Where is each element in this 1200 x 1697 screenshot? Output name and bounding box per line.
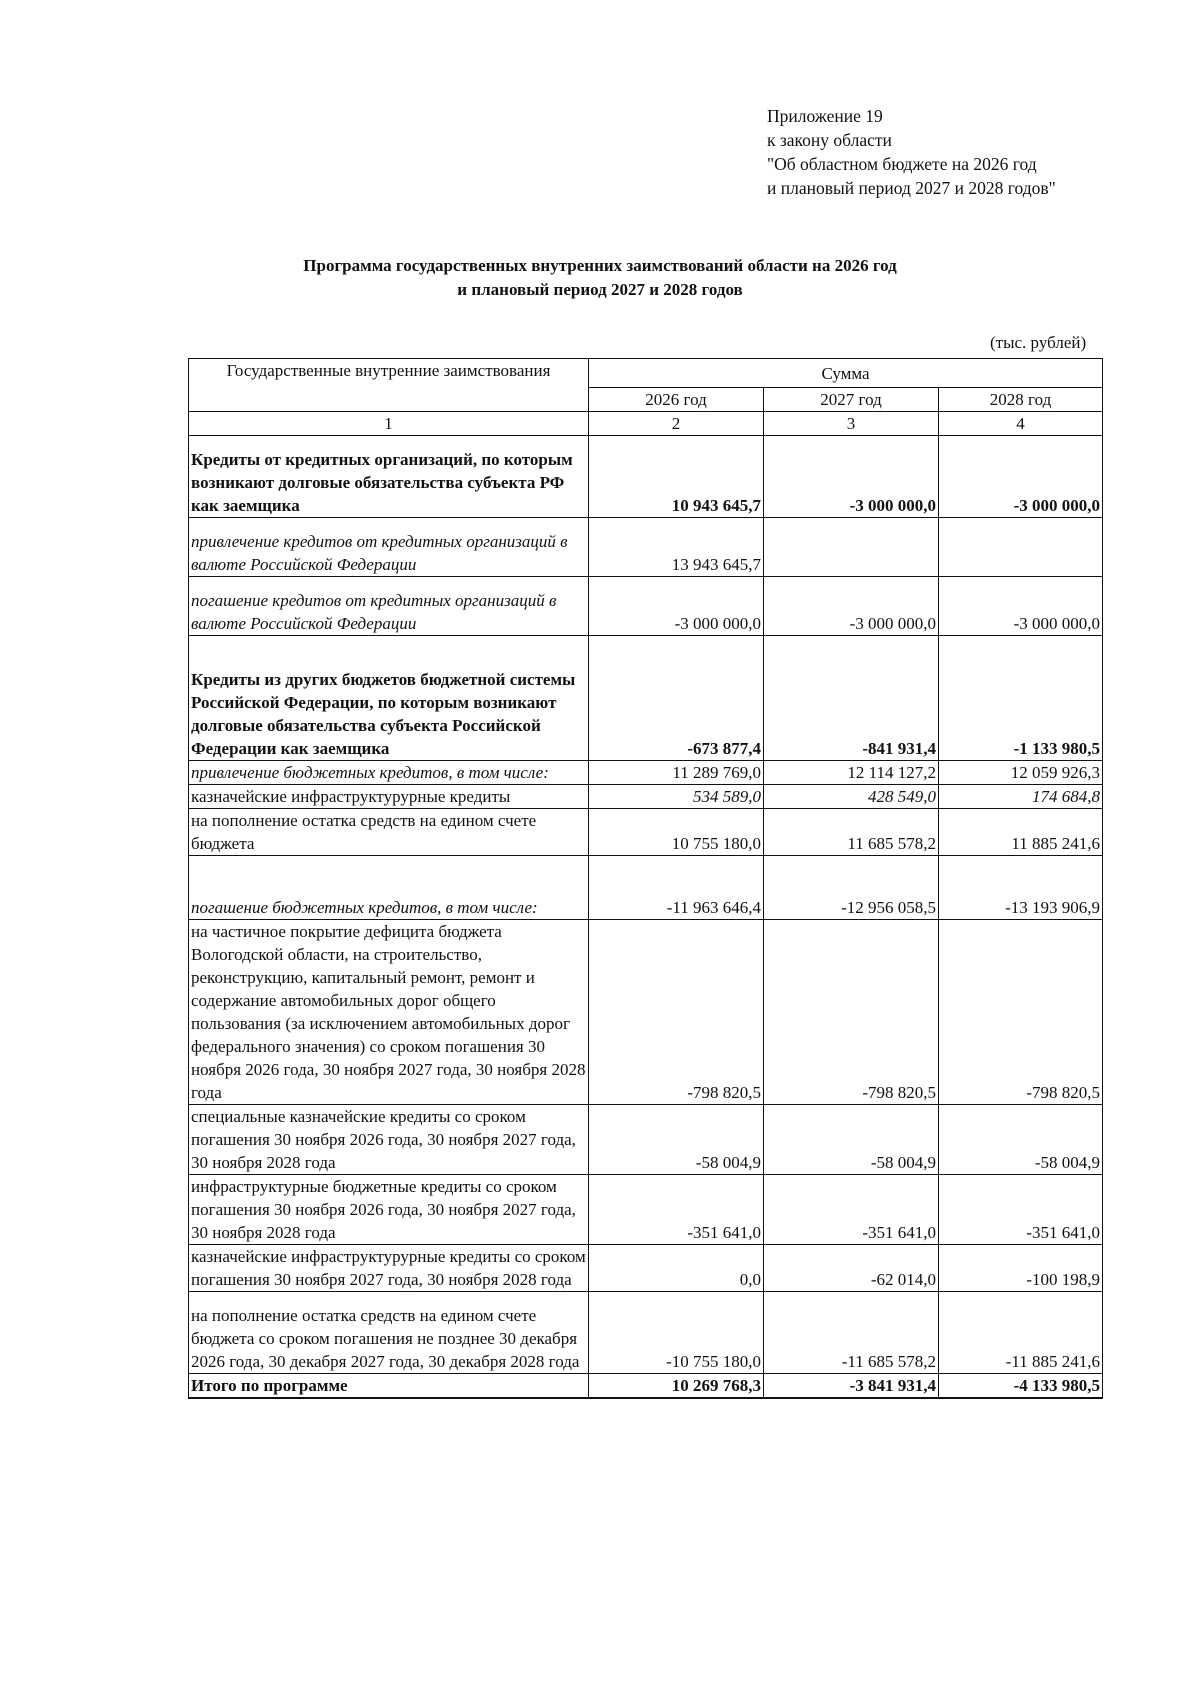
row-label: на пополнение остатка средств на едином счете бюджета [189,809,589,856]
value-2028: -11 885 241,6 [939,1292,1103,1374]
value-2027: -62 014,0 [764,1245,939,1292]
appendix-line-2: к закону области [767,130,892,150]
value-2026: 10 755 180,0 [589,809,764,856]
row-label: казначейские инфраструктурурные кредиты [189,785,589,809]
borrowing-table [188,358,1103,1399]
row-label: на частичное покрытие дефицита бюджета Вологодской области, на строительство, реконструкцию, капитальный ремонт, ремонт и содержание автомобильных дорог общего пользования (за исключением автомобильных дорог федерального значения) со сроком погашения 30 ноября 2026 года, 30 ноября 2027 года, 30 ноября 2028 года [189,920,589,1105]
col-number-3: 3 [764,412,939,436]
value-2027: 11 685 578,2 [764,809,939,856]
value-2026: 11 289 769,0 [589,761,764,785]
row-label: специальные казначейские кредиты со сроком погашения 30 ноября 2026 года, 30 ноября 2027 года, 30 ноября 2028 года [189,1105,589,1175]
row-label: инфраструктурные бюджетные кредиты со сроком погашения 30 ноября 2026 года, 30 ноября 2027 года, 30 ноября 2028 года [189,1175,589,1245]
total-2026: 10 269 768,3 [589,1374,764,1399]
value-2028: -100 198,9 [939,1245,1103,1292]
value-2027: -3 000 000,0 [764,577,939,636]
year-2026: 2026 год [589,388,764,412]
value-2027 [764,518,939,577]
row-label: привлечение кредитов от кредитных организаций в валюте Российской Федерации [189,518,589,577]
value-2027: -798 820,5 [764,920,939,1105]
table-row [189,1175,1103,1245]
value-2028: -798 820,5 [939,920,1103,1105]
value-2028: -3 000 000,0 [939,436,1103,518]
appendix-note [767,104,1056,200]
value-2028: 174 684,8 [939,785,1103,809]
value-2026: -798 820,5 [589,920,764,1105]
appendix-line-4: и плановый период 2027 и 2028 годов" [767,178,1056,198]
table-row [189,761,1103,785]
total-row [189,1374,1103,1399]
value-2028: -13 193 906,9 [939,856,1103,920]
header-sum: Сумма [589,359,1103,388]
value-2026: 534 589,0 [589,785,764,809]
year-2027: 2027 год [764,388,939,412]
table-row [189,856,1103,920]
value-2028: -58 004,9 [939,1105,1103,1175]
row-label: на пополнение остатка средств на едином счете бюджета со сроком погашения не позднее 30 декабря 2026 года, 30 декабря 2027 года, 30 декабря 2028 года [189,1292,589,1374]
value-2028: 11 885 241,6 [939,809,1103,856]
header-label: Государственные внутренние заимствования [189,359,589,412]
table-row [189,436,1103,518]
value-2027: 12 114 127,2 [764,761,939,785]
document-title [180,254,1020,302]
row-label: казначейские инфраструктурурные кредиты со сроком погашения 30 ноября 2027 года, 30 ноября 2028 года [189,1245,589,1292]
table-row [189,518,1103,577]
value-2027: -58 004,9 [764,1105,939,1175]
year-2028: 2028 год [939,388,1103,412]
value-2028: 12 059 926,3 [939,761,1103,785]
row-label: Кредиты из других бюджетов бюджетной системы Российской Федерации, по которым возникают долговые обязательства субъекта Российской Федерации как заемщика [189,636,589,761]
col-number-2: 2 [589,412,764,436]
row-label: погашение бюджетных кредитов, в том числе: [189,856,589,920]
value-2026: -10 755 180,0 [589,1292,764,1374]
table-row [189,920,1103,1105]
value-2026: 13 943 645,7 [589,518,764,577]
column-numbers-row [189,412,1103,436]
value-2026: -673 877,4 [589,636,764,761]
row-label: погашение кредитов от кредитных организаций в валюте Российской Федерации [189,577,589,636]
table-row [189,1292,1103,1374]
total-2028: -4 133 980,5 [939,1374,1103,1399]
value-2026: -351 641,0 [589,1175,764,1245]
total-label: Итого по программе [189,1374,589,1399]
appendix-line-1: Приложение 19 [767,106,883,126]
value-2028: -3 000 000,0 [939,577,1103,636]
value-2028: -351 641,0 [939,1175,1103,1245]
value-2027: -12 956 058,5 [764,856,939,920]
table-row [189,636,1103,761]
col-number-4: 4 [939,412,1103,436]
title-line-1: Программа государственных внутренних заимствований области на 2026 год [303,256,897,275]
value-2026: 10 943 645,7 [589,436,764,518]
value-2027: -841 931,4 [764,636,939,761]
col-number-1: 1 [189,412,589,436]
table-row [189,577,1103,636]
value-2026: -58 004,9 [589,1105,764,1175]
table-row [189,1105,1103,1175]
value-2027: -3 000 000,0 [764,436,939,518]
value-2026: -11 963 646,4 [589,856,764,920]
units-label: (тыс. рублей) [990,333,1087,352]
table-row [189,785,1103,809]
table-row [189,1245,1103,1292]
value-2028 [939,518,1103,577]
row-label: привлечение бюджетных кредитов, в том числе: [189,761,589,785]
value-2028: -1 133 980,5 [939,636,1103,761]
row-label: Кредиты от кредитных организаций, по которым возникают долговые обязательства субъекта РФ как заемщика [189,436,589,518]
value-2026: -3 000 000,0 [589,577,764,636]
title-line-2: и плановый период 2027 и 2028 годов [457,280,743,299]
header-row [189,359,1103,388]
total-2027: -3 841 931,4 [764,1374,939,1399]
value-2027: -11 685 578,2 [764,1292,939,1374]
value-2027: -351 641,0 [764,1175,939,1245]
table-row [189,809,1103,856]
value-2027: 428 549,0 [764,785,939,809]
appendix-line-3: "Об областном бюджете на 2026 год [767,154,1037,174]
value-2026: 0,0 [589,1245,764,1292]
